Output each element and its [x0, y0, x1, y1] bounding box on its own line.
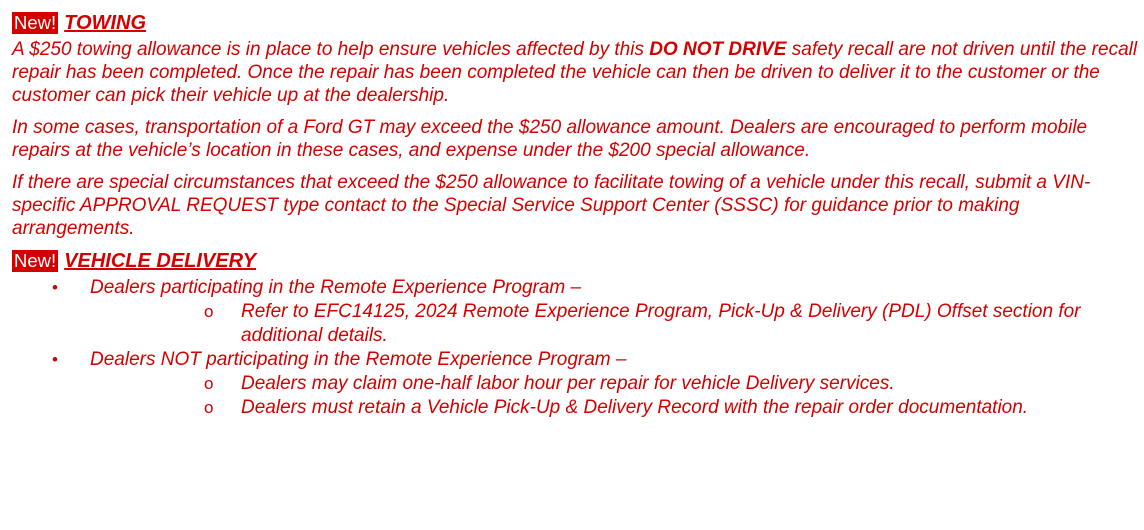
sub-list	[90, 300, 1144, 348]
sub-bullet-text: Refer to EFC14125, 2024 Remote Experience Program, Pick-Up & Delivery (PDL) Offset section for additional details.	[241, 301, 1081, 346]
sub-bullet-text: Dealers may claim one-half labor hour per repair for vehicle Delivery services.	[241, 373, 895, 394]
vehicle-delivery-title: VEHICLE DELIVERY	[64, 249, 257, 272]
towing-paragraph-2: In some cases, transportation of a Ford GT may exceed the $250 allowance amount. Dealers are encouraged to perform mobile repairs at the vehicle’s location in these cases, and expense under the $200 special allowance.	[12, 117, 1088, 161]
towing-paragraph-3: If there are special circumstances that exceed the $250 allowance to facilitate towing of a vehicle under this recall, submit a VIN-specific APPROVAL REQUEST type contact to the Special Service Support Center (SSSC) for guidance prior to making arrangements.	[12, 172, 1091, 239]
sub-bullet-text: Dealers must retain a Vehicle Pick-Up & Delivery Record with the repair order documentation.	[241, 397, 1029, 418]
list-item	[90, 300, 1144, 348]
bullet-icon: •	[52, 278, 58, 297]
bullet-text: Dealers NOT participating in the Remote Experience Program –	[90, 349, 627, 370]
list-item	[12, 276, 1144, 348]
towing-title: TOWING	[64, 11, 147, 34]
do-not-drive-emphasis: DO NOT DRIVE	[649, 39, 787, 60]
list-item	[12, 348, 1144, 420]
circle-bullet-icon: o	[204, 398, 214, 417]
bullet-text: Dealers participating in the Remote Experience Program –	[90, 277, 582, 298]
vehicle-delivery-heading	[12, 246, 1144, 276]
new-badge: New!	[14, 12, 57, 33]
circle-bullet-icon: o	[204, 374, 214, 393]
list-item	[90, 396, 1144, 420]
new-badge: New!	[14, 250, 57, 271]
list-item	[90, 372, 1144, 396]
towing-p1-text-b: safety recall are not driven until the recall repair has been completed. Once the repair has been completed the vehicle can then be driven to deliver it to the customer or the customer can pick their vehicle up at the dealership.	[12, 39, 1138, 106]
delivery-bullet-list	[12, 276, 1144, 420]
towing-paragraph-1	[12, 38, 1144, 107]
towing-p1-text-a: A $250 towing allowance is in place to help ensure vehicles affected by this	[12, 39, 650, 60]
sub-list	[90, 372, 1144, 420]
bullet-icon: •	[52, 350, 58, 369]
towing-heading	[12, 8, 1144, 38]
circle-bullet-icon: o	[204, 302, 214, 321]
